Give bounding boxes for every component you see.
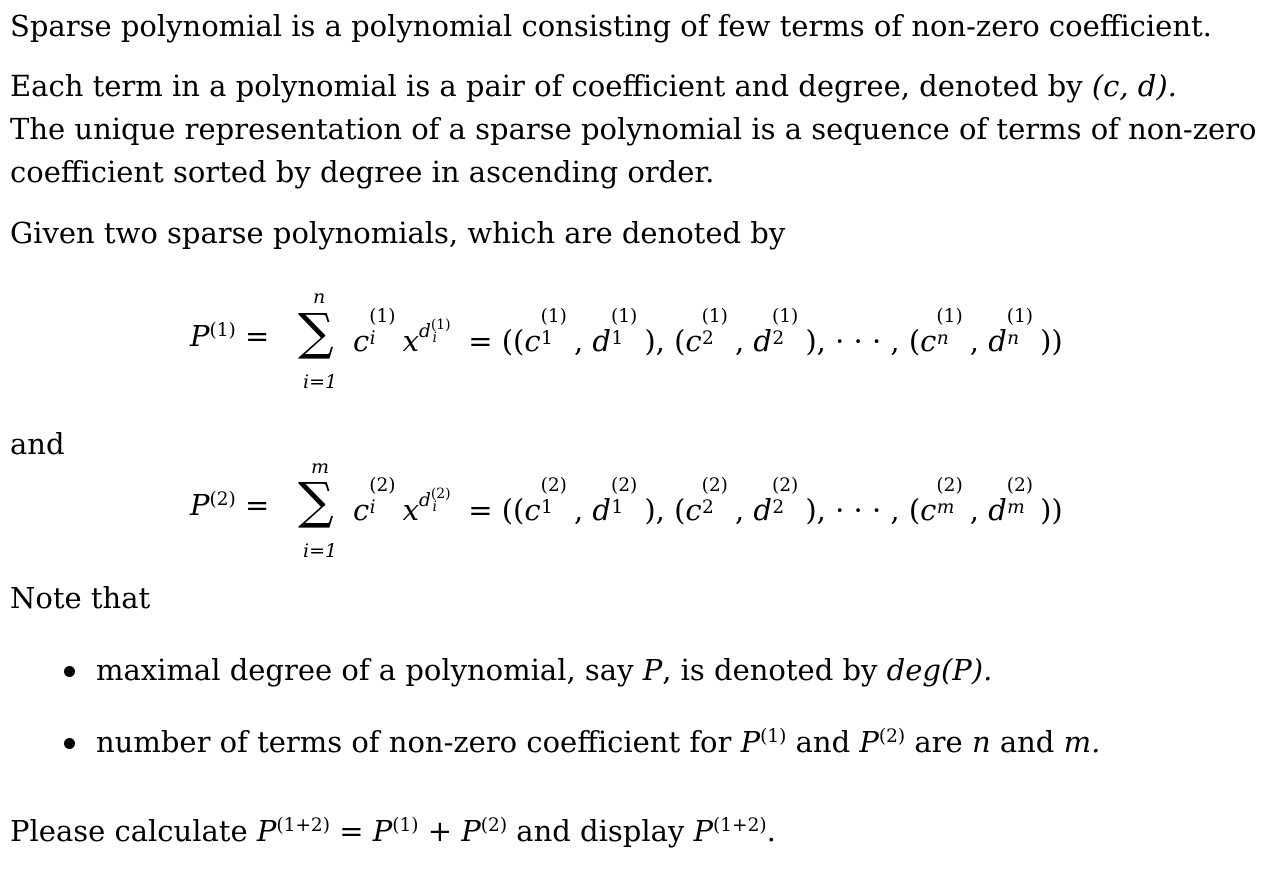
representation-text-1: The unique representation of a sparse polynomial is a sequence of terms of non-zero xyxy=(10,112,1257,146)
paragraph-definition xyxy=(10,9,1212,43)
eq1-lhs: $P^{(1)}$ = xyxy=(190,319,270,353)
eq2-lower-limit: i=1 xyxy=(303,540,338,562)
bullet-dot-1 xyxy=(64,666,75,677)
term-text: Each term in a polynomial is a pair of coefficient and degree, denoted by xyxy=(10,69,1083,103)
definition-text: Sparse polynomial is a polynomial consisting of few terms of non-zero coefficient. xyxy=(10,9,1212,43)
bullet-item-terms: number of terms of non-zero coefficient for $P^{(1)}$ and $P^{(2)}$ are n and m. xyxy=(96,725,1101,759)
eq1-sum-symbol: ∑ xyxy=(298,303,334,361)
bullet-item-degree: maximal degree of a polynomial, say P, is denoted by deg(P). xyxy=(96,653,993,687)
eq1-upper-limit: n xyxy=(313,286,326,308)
paragraph-given xyxy=(10,216,786,250)
connector-and: and xyxy=(10,427,65,461)
final-instruction: Please calculate $P^{(1+2)} = P^{(1)} + P^{(2)}$ and display $P^{(1+2)}$. xyxy=(10,814,776,848)
eq2-upper-limit: m xyxy=(311,456,330,478)
eq2-rhs: c (2) i $x^{d^{(2)}_i} = ((c$ (2) 1 , d (2) 1 ), (c (2) 2 , d (2) 2 ), · · · , (c (2) m , d (2) m )) xyxy=(353,474,1063,527)
eq1-rhs: c (1) i $x^{d^{(1)}_i} = ((c$ (1) 1 , d (1) 1 ), (c (1) 2 , d (1) 2 ), · · · , (c (1) n , d (1) n )) xyxy=(353,305,1063,358)
eq2-lhs: $P^{(2)}$ = xyxy=(190,488,270,522)
representation-text-2: coefficient sorted by degree in ascending order. xyxy=(10,155,715,189)
paragraph-term-description xyxy=(10,69,1177,103)
given-text: Given two sparse polynomials, which are denoted by xyxy=(10,216,786,250)
term-notation: (c, d). xyxy=(1091,69,1177,103)
eq1-lower-limit: i=1 xyxy=(303,371,338,393)
note-heading: Note that xyxy=(10,581,151,615)
paragraph-representation-2 xyxy=(10,155,715,189)
paragraph-representation-1 xyxy=(10,112,1257,146)
bullet-dot-2 xyxy=(64,738,75,749)
eq2-sum-symbol: ∑ xyxy=(298,472,334,530)
